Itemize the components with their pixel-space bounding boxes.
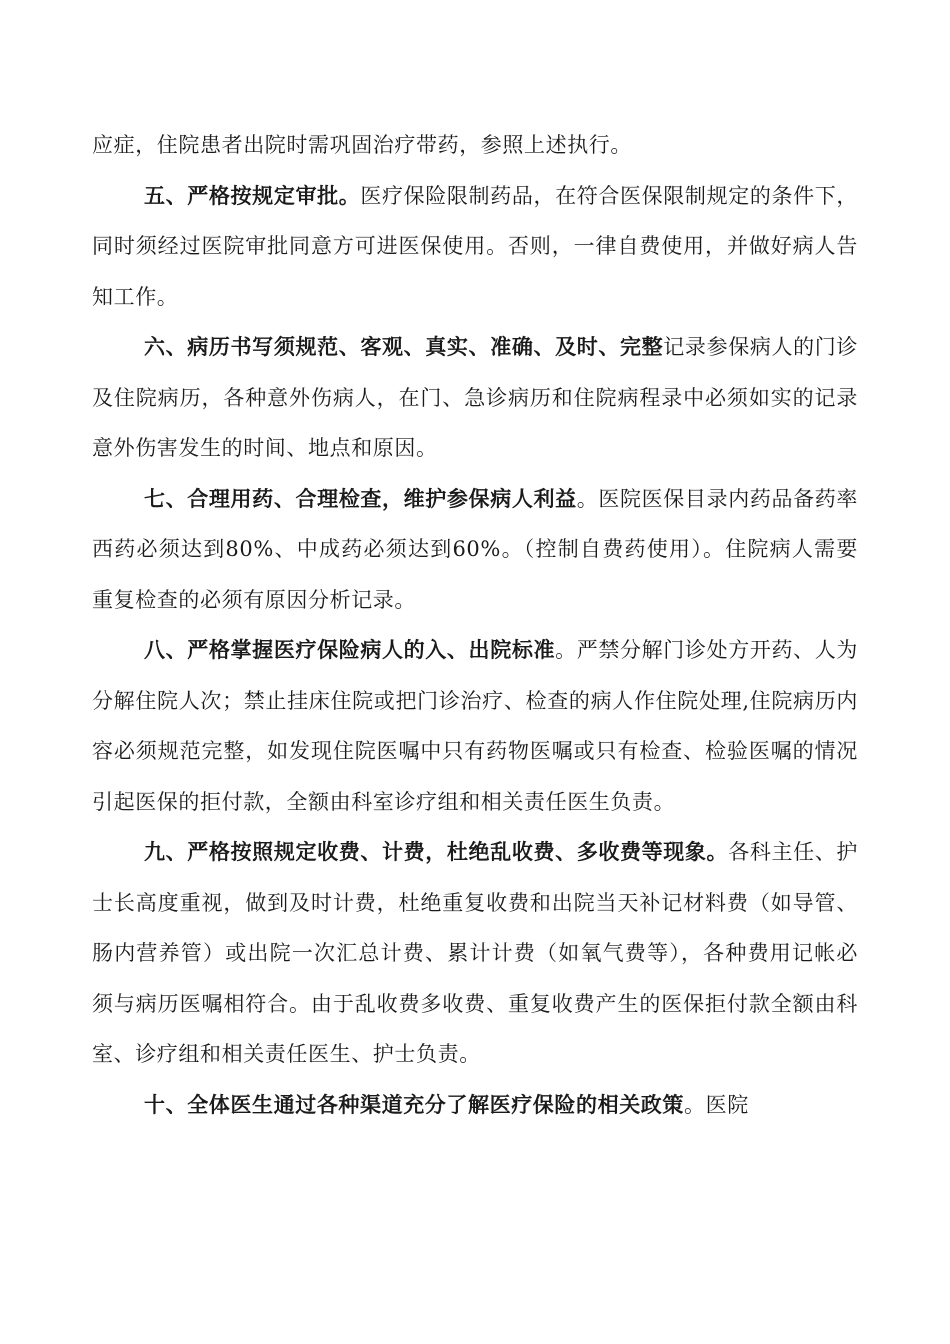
paragraph-section-6 bbox=[92, 322, 858, 474]
section-heading: 九、严格按照规定收费、计费，杜绝乱收费、多收费等现象。 bbox=[144, 840, 729, 864]
paragraph-section-8 bbox=[92, 625, 858, 827]
paragraph-section-7 bbox=[92, 474, 858, 626]
paragraph-text: 。医院 bbox=[684, 1092, 749, 1117]
paragraph-section-5 bbox=[92, 171, 858, 323]
paragraph-continuation bbox=[92, 120, 858, 171]
section-heading: 五、严格按规定审批。 bbox=[144, 183, 361, 208]
paragraph-text: 各科主任、护士长高度重视，做到及时计费，杜绝重复收费和出院当天补记材料费（如导管、肠内营养管）或出院一次汇总计费、累计计费（如氧气费等），各种费用记帐必须与病历医嘱相符合。由于乱收费多收费、重复收费产生的医保拒付款全额由科室、诊疗组和相关责任医生、护士负责。 bbox=[92, 840, 858, 1066]
paragraph-text: 。严禁分解门诊处方开药、人为分解住院人次；禁止挂床住院或把门诊治疗、检查的病人作住院处理,住院病历内容必须规范完整，如发现住院医嘱中只有药物医嘱或只有检查、检验医嘱的情况引起医保的拒付款，全额由科室诊疗组和相关责任医生负责。 bbox=[92, 638, 858, 814]
paragraph-text: 。医院医保目录内药品备药率西药必须达到80%、中成药必须达到60%。（控制自费药使用）。住院病人需要重复检查的必须有原因分析记录。 bbox=[92, 486, 858, 612]
section-heading: 十、全体医生通过各种渠道充分了解医疗保险的相关政策 bbox=[144, 1092, 684, 1117]
paragraph-section-10 bbox=[92, 1080, 858, 1131]
paragraph-text: 记录参保病人的门诊及住院病历，各种意外伤病人，在门、急诊病历和住院病程录中必须如实的记录意外伤害发生的时间、地点和原因。 bbox=[92, 335, 858, 460]
section-heading: 六、病历书写须规范、客观、真实、准确、及时、完整 bbox=[144, 335, 664, 359]
paragraph-text: 应症，住院患者出院时需巩固治疗带药，参照上述执行。 bbox=[92, 133, 632, 157]
section-heading: 七、合理用药、合理检查，维护参保病人利益 bbox=[144, 486, 577, 511]
paragraph-text: 医疗保险限制药品，在符合医保限制规定的条件下，同时须经过医院审批同意方可进医保使用。否则，一律自费使用，并做好病人告知工作。 bbox=[92, 183, 858, 309]
section-heading: 八、严格掌握医疗保险病人的入、出院标准 bbox=[144, 638, 556, 662]
paragraph-section-9 bbox=[92, 827, 858, 1080]
document-page bbox=[92, 120, 858, 1130]
